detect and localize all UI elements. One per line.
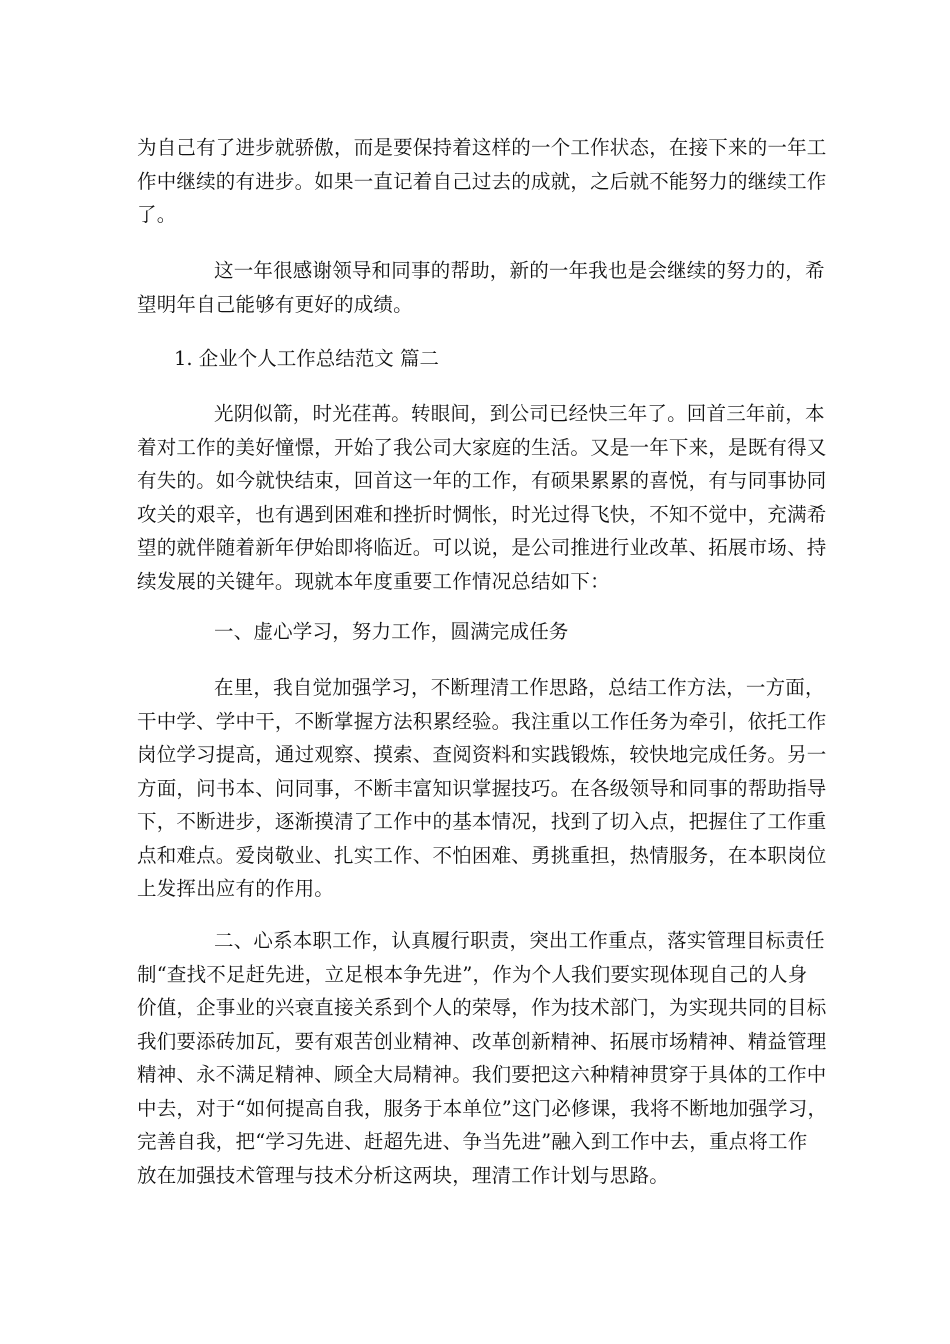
paragraph-1-line: 为自己有了进步就骄傲，而是要保持着这样的一个工作状态，在接下来的一年工	[137, 136, 827, 159]
paragraph-4-line: 点和难点。爱岗敬业、扎实工作、不怕困难、勇挑重担，热情服务，在本职岗位	[137, 843, 827, 867]
paragraph-2	[137, 254, 825, 321]
section-heading: 1. 企业个人工作总结范文 篇二	[174, 347, 440, 370]
paragraph-5-line: 中去，对于“如何提高自我，服务于本单位”这门必修课，我将不断地加强学习，	[137, 1096, 828, 1120]
paragraph-4-line: 下，不断进步，逐渐摸清了工作中的基本情况，找到了切入点，把握住了工作重	[137, 810, 827, 833]
paragraph-5-line: 精神、永不满足精神、顾全大局精神。我们要把这六种精神贯穿于具体的工作中	[137, 1063, 827, 1086]
paragraph-5-line: 二、心系本职工作，认真履行职责，突出工作重点，落实管理目标责任	[214, 929, 825, 952]
paragraph-2-line: 这一年很感谢领导和同事的帮助，新的一年我也是会继续的努力的，希	[214, 259, 825, 282]
paragraph-4	[137, 671, 827, 906]
paragraph-5-line: 我们要添砖加瓦，要有艰苦创业精神、改革创新精神、拓展市场精神、精益管理	[137, 1029, 827, 1053]
paragraph-1-line: 了。	[137, 203, 177, 226]
paragraph-3-line: 望的就伴随着新年伊始即将临近。可以说，是公司推进行业改革、拓展市场、持	[137, 536, 827, 559]
paragraph-3-line: 着对工作的美好憧憬，开始了我公司大家庭的生活。又是一年下来，是既有得又	[137, 435, 827, 459]
paragraph-3-line: 攻关的艰辛，也有遇到困难和挫折时惆怅，时光过得飞快，不知不觉中，充满希	[137, 502, 827, 526]
paragraph-3	[137, 397, 827, 598]
paragraph-4-line: 干中学、学中干，不断掌握方法积累经验。我注重以工作任务为牵引，依托工作	[137, 709, 827, 733]
paragraph-5-line: 放在加强技术管理与技术分析这两块，理清工作计划与思路。	[137, 1163, 669, 1187]
paragraph-3-line: 续发展的关键年。现就本年度重要工作情况总结如下：	[137, 569, 610, 593]
paragraph-4-line: 在里，我自觉加强学习，不断理清工作思路，总结工作方法，一方面，	[214, 676, 825, 699]
paragraph-3-line: 光阴似箭，时光荏苒。转眼间，到公司已经快三年了。回首三年前，本	[214, 402, 825, 425]
subheading-1-text: 一、虚心学习，努力工作，圆满完成任务	[214, 620, 569, 643]
paragraph-5-line: 完善自我，把“学习先进、赶超先进、争当先进”融入到工作中去，重点将工作	[137, 1130, 808, 1153]
paragraph-4-line: 岗位学习提高，通过观察、摸索、查阅资料和实践锻炼，较快地完成任务。另一	[137, 743, 827, 766]
subheading-1	[137, 615, 817, 649]
paragraph-4-line: 上发挥出应有的作用。	[137, 877, 335, 900]
paragraph-1-line: 作中继续的有进步。如果一直记着自己过去的成就，之后就不能努力的继续工作	[137, 169, 827, 193]
paragraph-1	[137, 131, 827, 232]
paragraph-5-line: 价值，企事业的兴衰直接关系到个人的荣辱，作为技术部门，为实现共同的目标	[137, 996, 827, 1019]
paragraph-3-line: 有失的。如今就快结束，回首这一年的工作，有硕果累累的喜悦，有与同事协同	[137, 469, 827, 492]
paragraph-2-line: 望明年自己能够有更好的成绩。	[137, 292, 413, 316]
paragraph-5-line: 制“查找不足赶先进，立足根本争先进”，作为个人我们要实现体现自己的人身	[137, 962, 808, 986]
paragraph-5	[137, 924, 828, 1192]
paragraph-4-line: 方面，问书本、问同事，不断丰富知识掌握技巧。在各级领导和同事的帮助指导	[137, 776, 827, 800]
